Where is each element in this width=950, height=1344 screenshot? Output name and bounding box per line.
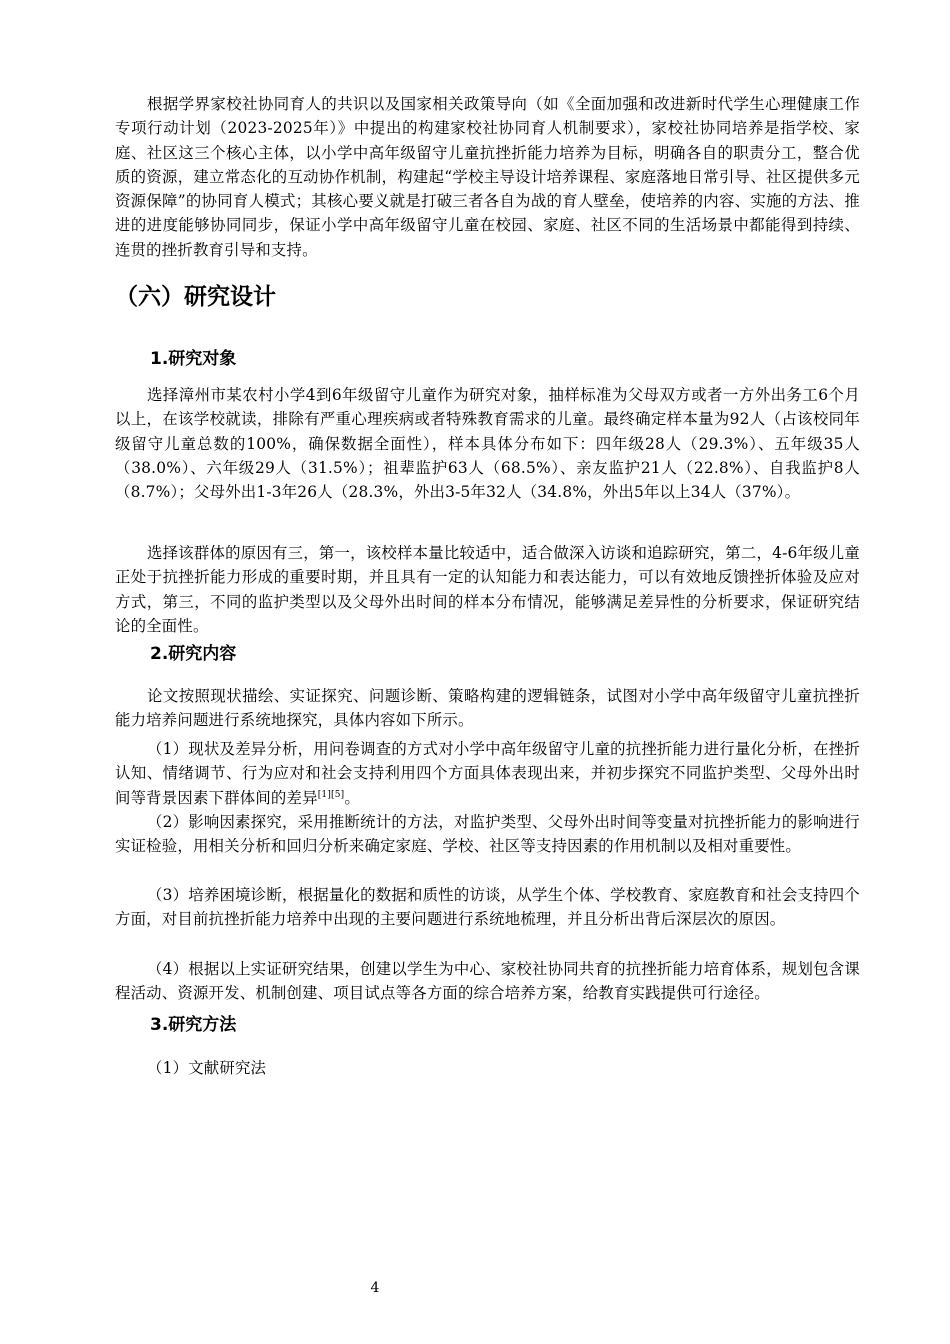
citation: [1][5] (317, 789, 345, 800)
subsection-title-research-methods: 3.研究方法 (150, 1015, 237, 1035)
research-content-item-4: （4）根据以上实证研究结果，创建以学生为中心、家校社协同共育的抗挫折能力培育体系，规划包含课程活动、资源开发、机制创建、项目试点等各方面的综合培养方案，给教育实践提供可行途径。 (115, 960, 860, 1003)
research-content-item-1 (115, 737, 860, 810)
research-content-item-2: （2）影响因素探究，采用推断统计的方法，对监护类型、父母外出时间等变量对抗挫折能力的影响进行实证检验，用相关分析和回归分析来确定家庭、学校、社区等支持因素的作用机制以及相对重要性。 (115, 813, 860, 856)
page-number: 4 (370, 1280, 380, 1296)
subsection-title-research-content: 2.研究内容 (150, 644, 237, 664)
research-methods-item-1: （1）文献研究法 (147, 1059, 267, 1077)
subsection-title-research-subjects: 1.研究对象 (150, 349, 237, 369)
section-title: （六）研究设计 (115, 284, 276, 310)
item-1-text: （1）现状及差异分析，用问卷调查的方式对小学中高年级留守儿童的抗挫折能力进行量化分析，在挫折认知、情绪调节、行为应对和社会支持利用四个方面具体表现出来，并初步探究不同监护类型、父母外出时间等背景因素下群体间的差异 (115, 740, 860, 807)
research-subjects-paragraph-2: 选择该群体的原因有三，第一，该校样本量比较适中，适合做深入访谈和追踪研究，第二，4-6年级儿童正处于抗挫折能力形成的重要时期，并且具有一定的认知能力和表达能力，可以有效地反馈挫折体验及应对方式，第三，不同的监护类型以及父母外出时间的样本分布情况，能够满足差异性的分析要求，保证研究结论的全面性。 (115, 544, 860, 635)
intro-paragraph: 根据学界家校社协同育人的共识以及国家相关政策导向（如《全面加强和改进新时代学生心理健康工作专项行动计划（2023-2025年）》中提出的构建家校社协同育人机制要求），家校社协同培养是指学校、家庭、社区这三个核心主体，以小学中高年级留守儿童抗挫折能力培养为目标，明确各自的职责分工，整合优质的资源，建立常态化的互动协作机制，构建起“学校主导设计培养课程、家庭落地日常引导、社区提供多元资源保障”的协同育人模式；其核心要义就是打破三者各自为战的育人壁垒，使培养的内容、实施的方法、推进的进度能够协同同步，保证小学中高年级留守儿童在校园、家庭、社区不同的生活场景中都能得到持续、连贯的挫折教育引导和支持。 (115, 95, 860, 259)
research-content-item-3: （3）培养困境诊断，根据量化的数据和质性的访谈，从学生个体、学校教育、家庭教育和社会支持四个方面，对目前抗挫折能力培养中出现的主要问题进行系统地梳理，并且分析出背后深层次的原因。 (115, 886, 860, 929)
research-subjects-paragraph-1: 选择漳州市某农村小学4到6年级留守儿童作为研究对象，抽样标准为父母双方或者一方外出务工6个月以上，在该学校就读，排除有严重心理疾病或者特殊教育需求的儿童。最终确定样本量为92人（占该校同年级留守儿童总数的100%，确保数据全面性），样本具体分布如下：四年级28人（29.3%）、五年级35人（38.0%）、六年级29人（31.5%）；祖辈监护63人（68.5%）、亲友监护21人（22.8%）、自我监护8人（8.7%）；父母外出1-3年26人（28.3%，外出3-5年32人（34.8%，外出5年以上34人（37%）。 (115, 386, 860, 502)
item-1-end: 。 (344, 788, 360, 807)
research-content-intro: 论文按照现状描绘、实证探究、问题诊断、策略构建的逻辑链条，试图对小学中高年级留守儿童抗挫折能力培养问题进行系统地探究，具体内容如下所示。 (115, 687, 860, 730)
